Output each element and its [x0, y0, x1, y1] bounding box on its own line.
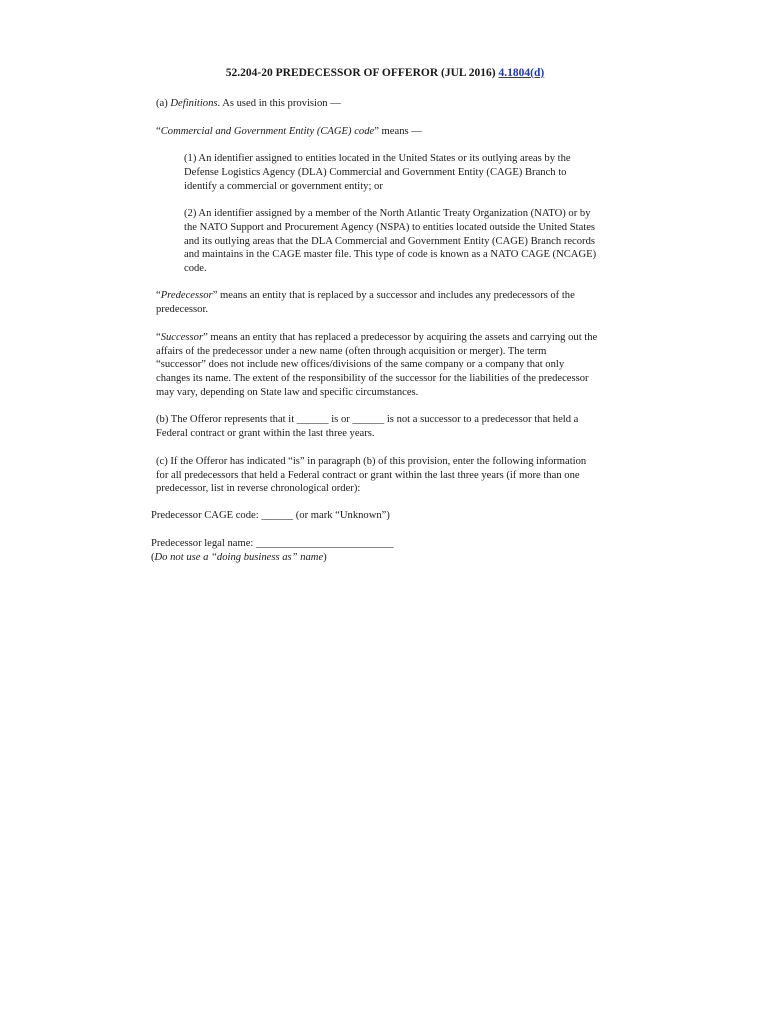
predecessor-cage-code-field: Predecessor CAGE code: ______ (or mark “Unknown”): [151, 510, 390, 521]
paragraph-b-line: Federal contract or grant within the last three years.: [156, 428, 375, 439]
legal-name-note: (Do not use a “doing business as” name): [151, 552, 327, 563]
page-title: [0, 67, 770, 79]
cage-item2-line: (2) An identifier assigned by a member of the North Atlantic Treaty Organization (NATO) or by: [184, 208, 591, 219]
title-text: 52.204-20 PREDECESSOR OF OFFEROR (JUL 2016): [225, 67, 496, 79]
successor-definition: “Successor” means an entity that has replaced a predecessor by acquiring the assets and carrying out the: [156, 332, 598, 343]
cage-item2-line: and its outlying areas that the DLA Commercial and Government Entity (CAGE) Branch records: [184, 236, 595, 247]
predecessor-definition-line: predecessor.: [156, 304, 209, 315]
paragraph-c-line: (c) If the Offeror has indicated “is” in paragraph (b) of this provision, enter the following information: [156, 456, 587, 467]
successor-definition-line: may vary, depending on State law and specific circumstances.: [156, 387, 419, 398]
cage-item1-line: identify a commercial or government entity; or: [184, 181, 383, 192]
paragraph-c-line: for all predecessors that held a Federal contract or grant within the last three years (if more than one: [156, 470, 580, 481]
paragraph-b-line: (b) The Offeror represents that it ______ is or ______ is not a successor to a predecessor that held a: [156, 414, 579, 425]
regulation-link[interactable]: 4.1804(d): [498, 67, 545, 79]
cage-term: Commercial and Government Entity (CAGE) code: [160, 126, 375, 137]
definitions-term: Definitions: [170, 98, 218, 109]
successor-definition-line: changes its name. The extent of the responsibility of the successor for the liabilities of the predecessor: [156, 373, 589, 384]
paragraph-c-line: predecessor, list in reverse chronological order):: [156, 483, 361, 494]
successor-definition-line: “successor” does not include new offices/divisions of the same company or a company that only: [156, 359, 565, 370]
cage-item1-line: Defense Logistics Agency (DLA) Commercial and Government Entity (CAGE) Branch to: [184, 167, 567, 178]
cage-item2-line: the NATO Support and Procurement Agency (NSPA) to entities located outside the United States: [184, 222, 596, 233]
successor-term: Successor: [160, 332, 204, 343]
cage-definition-heading: “Commercial and Government Entity (CAGE) code” means —: [156, 126, 422, 137]
cage-item1-line: (1) An identifier assigned to entities located in the United States or its outlying areas by the: [184, 153, 571, 164]
predecessor-definition: “Predecessor” means an entity that is replaced by a successor and includes any predecessors of the: [156, 290, 575, 301]
cage-item2-line: and maintains in the CAGE master file. This type of code is known as a NATO CAGE (NCAGE): [184, 249, 597, 260]
predecessor-term: Predecessor: [160, 290, 213, 301]
predecessor-legal-name-field: Predecessor legal name: __________________________: [151, 538, 394, 549]
definitions-heading: (a) Definitions. As used in this provision —: [156, 98, 341, 109]
successor-definition-line: affairs of the predecessor under a new name (often through acquisition or merger). The term: [156, 346, 547, 357]
cage-item2-line: code.: [184, 263, 207, 274]
